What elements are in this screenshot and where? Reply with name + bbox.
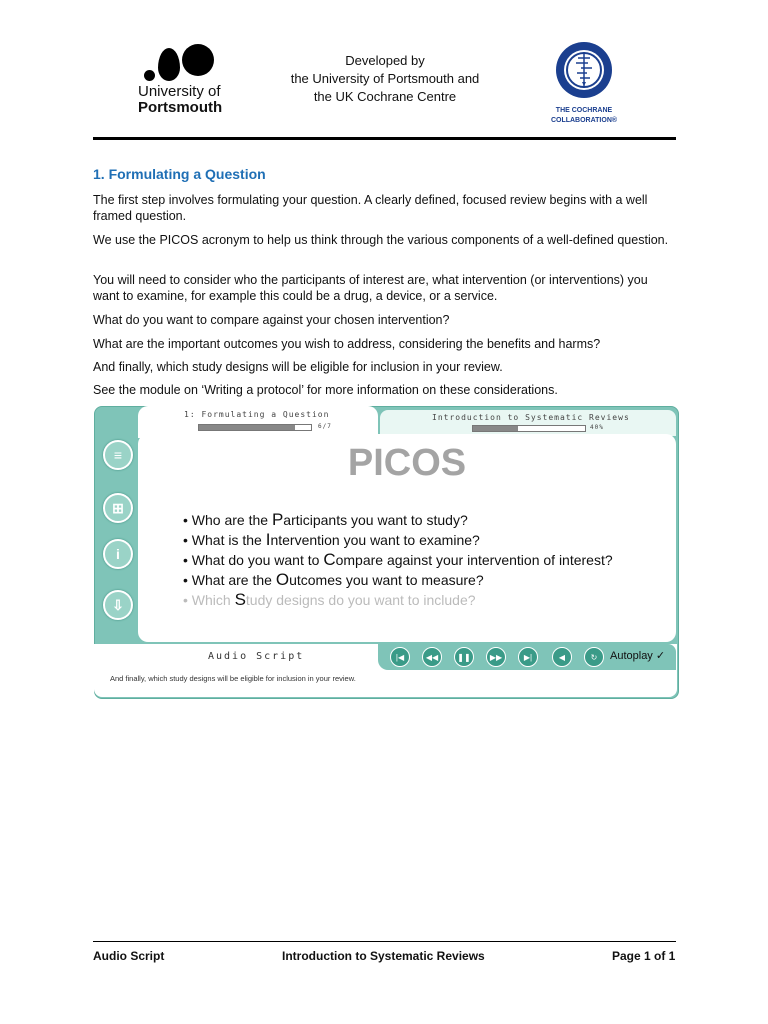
autoplay-toggle[interactable] [610, 649, 665, 662]
slide-title: PICOS [347, 442, 467, 484]
developed-by-line: Developed by [345, 53, 425, 68]
footer-right: Page 1 of 1 [612, 949, 676, 963]
module-title: 1: Formulating a Question [184, 410, 330, 419]
course-title: Introduction to Systematic Reviews [432, 413, 630, 422]
replay-icon[interactable]: ↻ [584, 647, 604, 667]
first-icon[interactable]: |◀ [390, 647, 410, 667]
footer-divider [93, 941, 676, 942]
cochrane-collaboration-logo [542, 40, 626, 124]
paragraph: You will need to consider who the participants of interest are, what intervention (or interventions) you want to examine, for example this could be a drug, a device, or a service. [93, 273, 648, 303]
paragraph: And finally, which study designs will be eligible for inclusion in your review. [93, 360, 503, 374]
paragraph: We use the PICOS acronym to help us think through the various components of a well-defined question. [93, 233, 669, 247]
module-progress-count: 6/7 [318, 423, 332, 430]
developed-by-text [260, 52, 510, 106]
developed-by-line: the UK Cochrane Centre [313, 89, 457, 104]
university-of-portsmouth-logo [138, 42, 238, 117]
bullet-item: • Which Study designs do you want to include? [183, 590, 476, 609]
logo-text-line2: Portsmouth [138, 99, 223, 116]
menu-icon[interactable]: ≡ [103, 440, 133, 470]
footer-center: Introduction to Systematic Reviews [282, 949, 485, 963]
logo-mark [138, 42, 238, 82]
paragraph: See the module on ‘Writing a protocol’ for more information on these considerations. [93, 383, 558, 397]
info-icon[interactable]: i [103, 539, 133, 569]
footer-left: Audio Script [93, 949, 165, 963]
header-divider [93, 137, 676, 140]
audio-script-text: And finally, which study designs will be eligible for inclusion in your review. [110, 674, 356, 683]
picos-bullet-list [183, 510, 673, 610]
audio-script-title: Audio Script [208, 651, 305, 662]
playback-controls [378, 644, 676, 670]
rewind-icon[interactable]: ◀◀ [422, 647, 442, 667]
download-icon[interactable]: ⇩ [103, 590, 133, 620]
bullet-item: • What are the Outcomes you want to measure? [183, 570, 484, 589]
developed-by-line: the University of Portsmouth and [290, 71, 480, 86]
cochrane-text-line1: THE COCHRANE [555, 107, 613, 114]
paragraph: What are the important outcomes you wish to address, considering the benefits and harms? [93, 337, 601, 351]
last-icon[interactable]: ▶| [518, 647, 538, 667]
paragraph: The first step involves formulating your question. A clearly defined, focused review begins with a well framed question. [93, 193, 648, 223]
fast-forward-icon[interactable]: ▶▶ [486, 647, 506, 667]
sitemap-icon[interactable]: ⊞ [103, 493, 133, 523]
course-progress-bar [472, 425, 586, 432]
cochrane-text-line2: COLLABORATION® [550, 117, 618, 124]
audio-script-tab [160, 645, 370, 667]
autoplay-check-icon: ✓ [655, 650, 666, 662]
course-progress-fill [473, 426, 518, 431]
logo-text-line1: University of [138, 83, 221, 100]
autoplay-label: Autoplay [610, 650, 653, 662]
bullet-item: • What is the Intervention you want to examine? [183, 530, 480, 549]
bullet-item: • Who are the Participants you want to study? [183, 510, 468, 529]
section-title: 1. Formulating a Question [93, 166, 266, 182]
pause-icon[interactable]: ❚❚ [454, 647, 474, 667]
module-progress-fill [199, 425, 295, 430]
module-progress-bar [198, 424, 312, 431]
cochrane-emblem-icon [554, 40, 614, 100]
bullet-item: • What do you want to Compare against your intervention of interest? [183, 550, 613, 569]
course-progress-pct: 40% [590, 424, 604, 431]
module-progress-tab [138, 406, 378, 438]
volume-icon[interactable]: ◀ [552, 647, 572, 667]
paragraph: What do you want to compare against your chosen intervention? [93, 313, 450, 327]
course-progress-tab [380, 410, 676, 436]
